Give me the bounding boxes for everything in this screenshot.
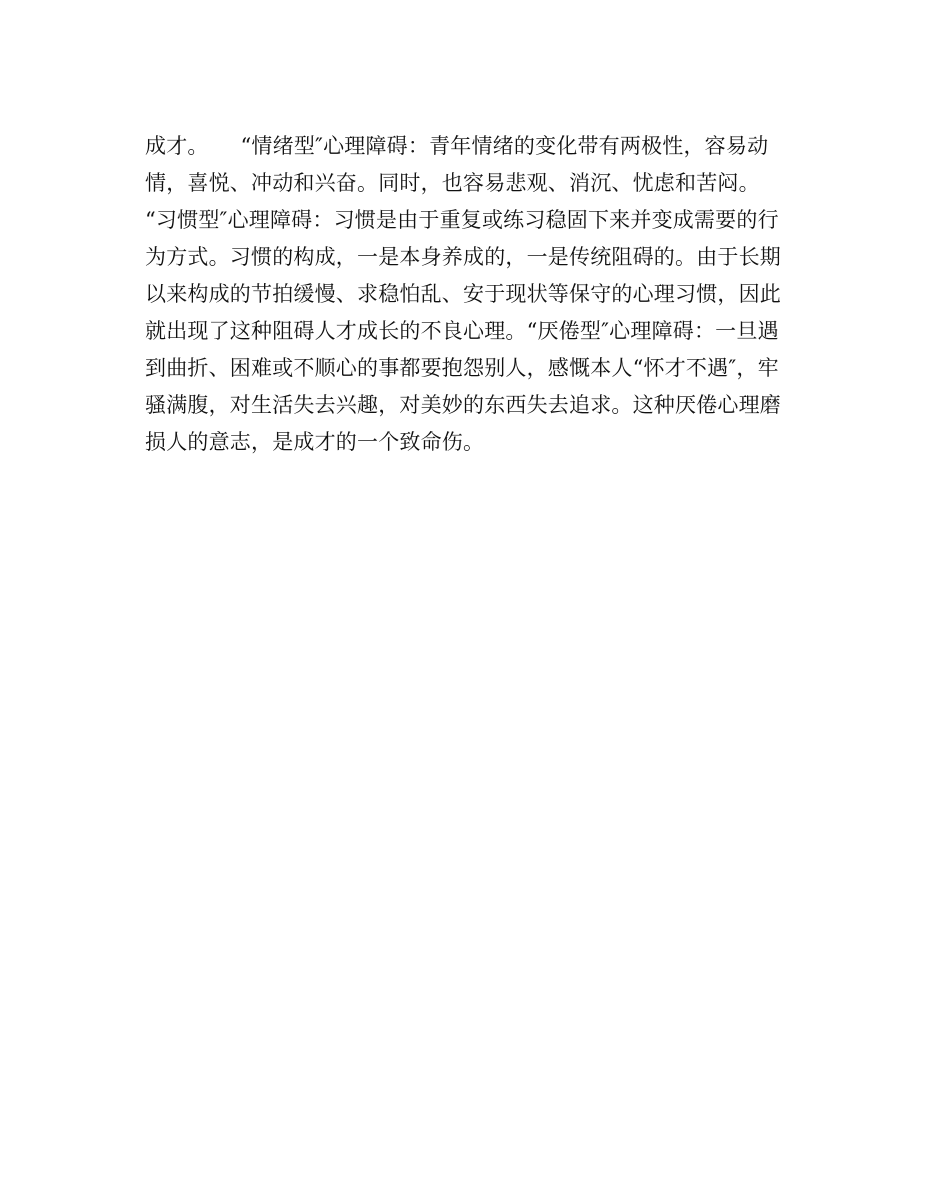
text-line: 情，喜悦、冲动和兴奋。同时，也容易悲观、消沉、忧虑和苦闷。 xyxy=(145,171,760,195)
body-text xyxy=(145,128,815,461)
text-line: 损人的意志，是成才的一个致命伤。 xyxy=(145,430,485,454)
text-line: 以来构成的节拍缓慢、求稳怕乱、安于现状等保守的心理习惯，因此 xyxy=(145,282,781,306)
text-line: 骚满腹，对生活失去兴趣，对美妙的东西失去追求。这种厌倦心理磨 xyxy=(145,393,781,417)
text-line: 成才。 “情绪型″心理障碍：青年情绪的变化带有两极性，容易动 xyxy=(145,134,769,158)
text-line: 为方式。习惯的构成，一是本身养成的，一是传统阻碍的。由于长期 xyxy=(145,245,781,269)
text-line: “习惯型″心理障碍：习惯是由于重复或练习稳固下来并变成需要的行 xyxy=(145,208,779,232)
text-line: 就出现了这种阻碍人才成长的不良心理。“厌倦型″心理障碍：一旦遇 xyxy=(145,319,779,343)
text-line: 到曲折、困难或不顺心的事都要抱怨别人，感慨本人“怀才不遇″，牢 xyxy=(145,356,779,380)
